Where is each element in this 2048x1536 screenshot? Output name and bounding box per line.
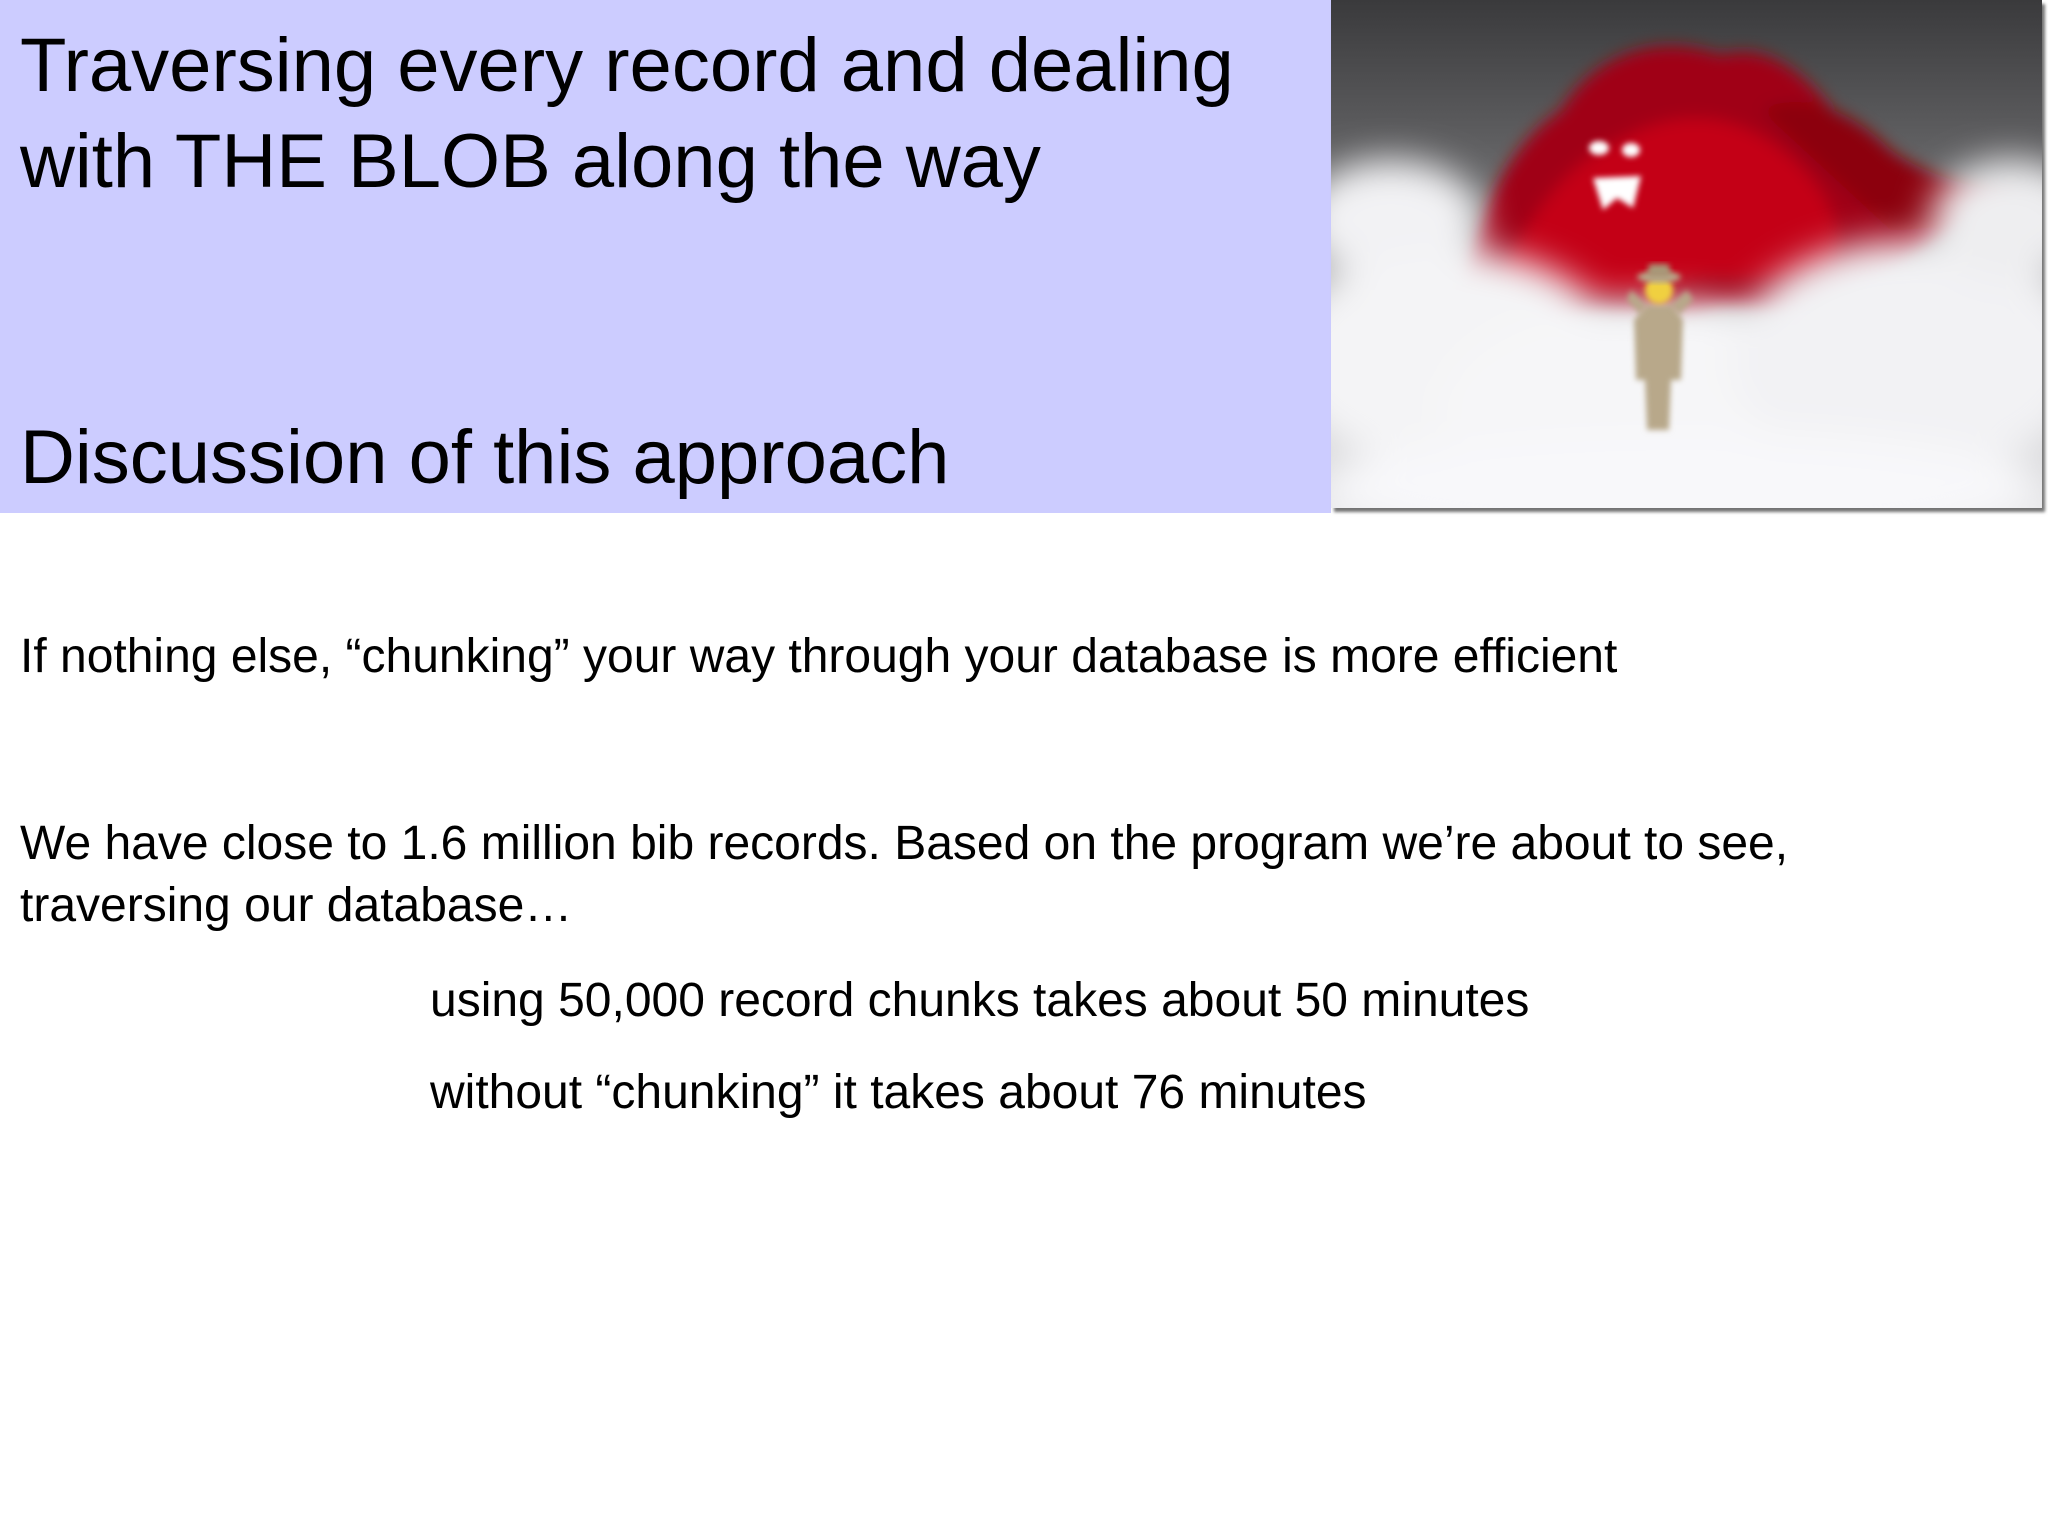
slide-subtitle: Discussion of this approach [20,415,950,500]
blob-illustration [1331,0,2042,508]
point-record-count-line-1: We have close to 1.6 million bib records. Based on the program we’re about to see, [20,817,1789,870]
slide-title [20,18,1234,210]
sub-point-without-chunking: without “chunking” it takes about 76 minutes [430,1066,1367,1119]
slide-title-line-2: with THE BLOB along the way [20,119,1041,204]
slide-title-line-1: Traversing every record and dealing [20,23,1234,108]
blob-illustration-svg [1331,0,2042,508]
point-record-count-line-2: traversing our database… [20,879,573,932]
point-chunking-efficiency: If nothing else, “chunking” your way through your database is more efficient [20,630,1618,683]
title-panel [0,0,1331,513]
sub-point-with-chunking: using 50,000 record chunks takes about 50 minutes [430,974,1530,1027]
point-record-count [20,813,1788,937]
